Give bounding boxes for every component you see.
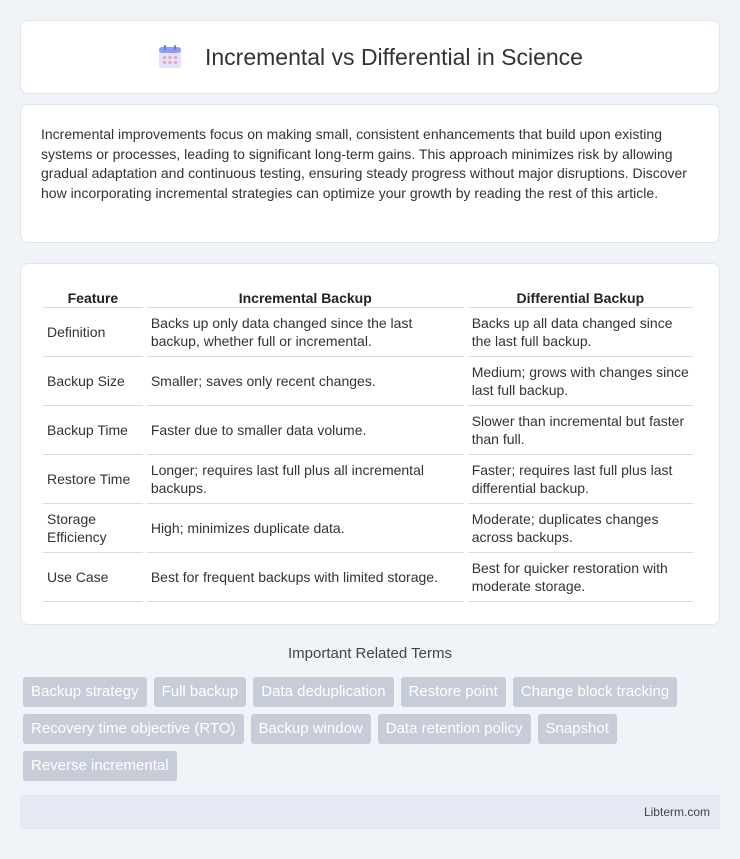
table-row (43, 357, 693, 406)
tag-backup-window[interactable]: Backup window (251, 714, 371, 744)
related-terms-title: Important Related Terms (288, 645, 452, 662)
header-card (20, 20, 720, 94)
page-title: Incremental vs Differential in Science (205, 43, 583, 70)
incremental-cell: Longer; requires last full plus all incremental backups. (147, 455, 464, 504)
column-header-incremental: Incremental Backup (147, 286, 464, 308)
differential-cell: Faster; requires last full plus last differential backup. (468, 455, 693, 504)
footer-site-link[interactable]: Libterm.com (643, 805, 710, 819)
table-header-row (43, 286, 693, 308)
tag-full-backup[interactable]: Full backup (154, 677, 247, 707)
tag-backup-strategy[interactable]: Backup strategy (23, 677, 147, 707)
feature-cell: Restore Time (43, 455, 143, 504)
tag-data-deduplication[interactable]: Data deduplication (253, 677, 393, 707)
related-terms-tags (23, 677, 723, 781)
tag-reverse-incremental[interactable]: Reverse incremental (23, 751, 177, 781)
feature-cell: Storage Efficiency (43, 504, 143, 553)
table-row (43, 308, 693, 357)
feature-cell: Backup Size (43, 357, 143, 406)
incremental-cell: Smaller; saves only recent changes. (147, 357, 464, 406)
calendar-icon (157, 44, 183, 70)
intro-card (20, 104, 720, 243)
tag-snapshot[interactable]: Snapshot (538, 714, 617, 744)
table-row (43, 553, 693, 602)
column-header-feature: Feature (43, 286, 143, 308)
incremental-cell: High; minimizes duplicate data. (147, 504, 464, 553)
comparison-table (39, 286, 697, 602)
tag-change-block-tracking[interactable]: Change block tracking (513, 677, 677, 707)
differential-cell: Moderate; duplicates changes across backups. (468, 504, 693, 553)
incremental-cell: Faster due to smaller data volume. (147, 406, 464, 455)
incremental-cell: Best for frequent backups with limited storage. (147, 553, 464, 602)
feature-cell: Backup Time (43, 406, 143, 455)
tag-data-retention-policy[interactable]: Data retention policy (378, 714, 531, 744)
feature-cell: Definition (43, 308, 143, 357)
table-row (43, 504, 693, 553)
tag-restore-point[interactable]: Restore point (401, 677, 506, 707)
tag-recovery-time-objective[interactable]: Recovery time objective (RTO) (23, 714, 244, 744)
differential-cell: Backs up all data changed since the last full backup. (468, 308, 693, 357)
column-header-differential: Differential Backup (468, 286, 693, 308)
intro-text: Incremental improvements focus on making small, consistent enhancements that build upon existing systems or processes, leading to significant long-term gains. This approach minimizes risk by allowing gradual adaptation and continuous testing, ensuring steady progress without major disruptions. Discover how incorporating incremental strategies can optimize your growth by reading the rest of this article. (41, 126, 687, 201)
differential-cell: Best for quicker restoration with moderate storage. (468, 553, 693, 602)
incremental-cell: Backs up only data changed since the last backup, whether full or incremental. (147, 308, 464, 357)
differential-cell: Medium; grows with changes since last full backup. (468, 357, 693, 406)
feature-cell: Use Case (43, 553, 143, 602)
footer (20, 795, 720, 829)
comparison-table-card (20, 263, 720, 625)
table-row (43, 455, 693, 504)
table-row (43, 406, 693, 455)
differential-cell: Slower than incremental but faster than full. (468, 406, 693, 455)
